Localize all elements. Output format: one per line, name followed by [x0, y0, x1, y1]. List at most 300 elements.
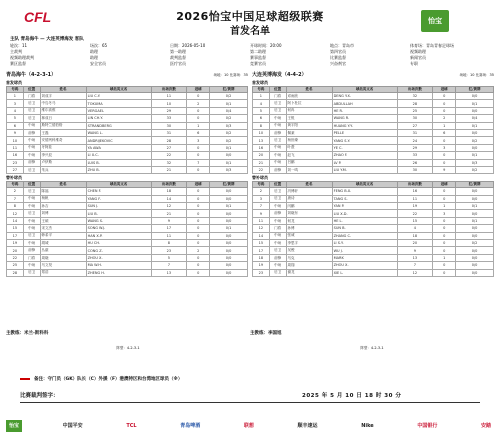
- table-cell: 6: [7, 122, 24, 129]
- table-cell: 闫鹏: [286, 203, 332, 210]
- table-cell: 0/2: [210, 137, 248, 144]
- table-cell: 后卫: [23, 232, 40, 239]
- page-title: 2026怡宝中国足球超级联赛: [176, 10, 324, 23]
- table-row: [253, 93, 494, 100]
- table-cell: 后卫: [23, 107, 40, 114]
- table-cell: 后卫: [23, 188, 40, 195]
- table-cell: 26: [397, 159, 433, 166]
- match-info-cell: 兴奋剂官: [330, 61, 346, 66]
- table-cell: 0/0: [210, 254, 248, 261]
- table-cell: 32: [397, 93, 433, 100]
- table-cell: 14: [151, 195, 187, 202]
- table-cell: 0: [187, 240, 210, 247]
- table-cell: 马克: [286, 254, 332, 261]
- match-info-cell: 第二助理: [250, 49, 266, 54]
- sponsor-badge: 怡宝: [421, 10, 449, 32]
- table-cell: 中场: [23, 195, 40, 202]
- table-cell: 0: [433, 247, 456, 254]
- page-subtitle: 首发名单: [230, 26, 270, 37]
- table-cell: 14: [7, 217, 24, 224]
- column-header: 红/黄牌: [456, 182, 494, 188]
- table-cell: 8: [7, 203, 24, 210]
- table-cell: SUN J.: [86, 203, 151, 210]
- table-cell: 10: [7, 137, 24, 144]
- table-cell: 17: [151, 225, 187, 232]
- table-cell: 后卫: [269, 247, 286, 254]
- table-cell: 周晓: [40, 254, 86, 261]
- sponsor-logo: Nike: [361, 423, 374, 429]
- table-cell: 25: [7, 262, 24, 269]
- table-row: [7, 107, 248, 114]
- table-cell: 4: [397, 225, 433, 232]
- table-cell: 维尔高维: [40, 107, 86, 114]
- match-info-cell: 专职: [410, 61, 418, 66]
- table-cell: 牙阿娃: [40, 144, 86, 151]
- table-cell: 周翔: [286, 262, 332, 269]
- table-cell: 16: [7, 152, 24, 159]
- table-cell: WU J.: [332, 247, 397, 254]
- column-header: 姓名: [286, 87, 332, 93]
- table-cell: 赵飞: [286, 152, 332, 159]
- table-cell: 27: [151, 144, 187, 151]
- table-row: [253, 262, 494, 269]
- table-cell: LIN CH.Y.: [86, 115, 151, 122]
- table-cell: LIU Y.M.: [332, 166, 397, 173]
- table-cell: 0/1: [210, 159, 248, 166]
- table-cell: 吴俊: [286, 247, 332, 254]
- table-cell: 0/0: [456, 232, 494, 239]
- table-row: [253, 240, 494, 247]
- table-cell: 7: [151, 262, 187, 269]
- table-row: [7, 144, 248, 151]
- table-cell: 0: [433, 159, 456, 166]
- table-cell: ZHOU X.: [332, 262, 397, 269]
- table-cell: 马文昊: [40, 262, 86, 269]
- table-cell: 0: [187, 115, 210, 122]
- table-cell: 1: [7, 93, 24, 100]
- table-cell: WANG R.: [332, 115, 397, 122]
- table-row: [7, 137, 248, 144]
- table-cell: 0/2: [456, 137, 494, 144]
- table-row: [253, 254, 494, 261]
- table-cell: ZHENG H.: [86, 269, 151, 276]
- column-header: 球员英文名: [86, 87, 151, 93]
- table-cell: PELLE: [332, 129, 397, 136]
- header: [0, 0, 500, 36]
- formations: [6, 346, 494, 351]
- sponsor-logo: 顺丰速运: [297, 423, 318, 429]
- table-cell: 1: [433, 122, 456, 129]
- table-cell: 卢伊斯: [40, 159, 86, 166]
- home-formation: 阵型：4-2-3-1: [116, 346, 140, 350]
- table-cell: TOKUMA: [86, 100, 151, 107]
- table-cell: 30: [397, 115, 433, 122]
- table-cell: 8: [151, 240, 187, 247]
- table-cell: 0/0: [456, 107, 494, 114]
- table-cell: 24: [397, 137, 433, 144]
- table-cell: 0/0: [456, 225, 494, 232]
- table-cell: 0: [433, 262, 456, 269]
- table-row: [7, 269, 248, 276]
- table-row: [7, 166, 248, 173]
- table-cell: 0/2: [210, 93, 248, 100]
- table-cell: 林成日: [40, 115, 86, 122]
- table-cell: MA W.H.: [86, 262, 151, 269]
- table-cell: 0/0: [456, 247, 494, 254]
- column-header: 红/黄牌: [210, 182, 248, 188]
- table-row: [7, 240, 248, 247]
- table-cell: 29: [151, 107, 187, 114]
- table-cell: 0/0: [456, 210, 494, 217]
- table-cell: 后卫: [269, 107, 286, 114]
- column-header: 姓名: [40, 87, 86, 93]
- table-cell: 12: [7, 210, 24, 217]
- table-row: [253, 217, 494, 224]
- table-row: [253, 129, 494, 136]
- table-cell: 1: [433, 254, 456, 261]
- table-cell: 3: [433, 210, 456, 217]
- table-row: [7, 122, 248, 129]
- match-info-cell: 视频助理裁判: [10, 55, 34, 60]
- table-row: [253, 107, 494, 114]
- table-cell: 28: [151, 137, 187, 144]
- table-cell: 后卫: [269, 188, 286, 195]
- table-cell: 0/4: [456, 115, 494, 122]
- datestamp: 2025 年 5 月 10 日 18 时 30 分: [302, 393, 402, 399]
- table-cell: 0: [187, 166, 210, 173]
- match-info-cell: 裁判监督: [170, 55, 186, 60]
- match-info-cell: 第一助理: [170, 49, 186, 54]
- table-cell: 0/1: [210, 203, 248, 210]
- table-cell: 0/1: [456, 152, 494, 159]
- table-cell: HUANG Y.Y.: [332, 122, 397, 129]
- table-row: [253, 166, 494, 173]
- table-cell: 0/0: [210, 262, 248, 269]
- table-row: [253, 144, 494, 151]
- table-cell: 中场: [23, 262, 40, 269]
- away-subs-table: [252, 181, 494, 277]
- table-cell: ABDULLAH: [332, 100, 397, 107]
- table-cell: 11: [151, 232, 187, 239]
- table-cell: 12: [397, 269, 433, 276]
- table-cell: ZHAO F.: [332, 152, 397, 159]
- table-cell: 33: [397, 152, 433, 159]
- table-row: [253, 247, 494, 254]
- table-row: [7, 262, 248, 269]
- match-info-cell: 赛区监督: [10, 61, 26, 66]
- match-info-cell: 体育场：青岛青春足球场: [410, 43, 454, 48]
- table-cell: 后卫: [23, 269, 40, 276]
- table-cell: 前锋: [23, 247, 40, 254]
- table-cell: CHEN F.: [86, 188, 151, 195]
- away-coach: 主教练：李国旭: [250, 331, 282, 336]
- table-cell: WANG S.: [86, 217, 151, 224]
- table-row: [7, 115, 248, 122]
- table-cell: 9: [151, 217, 187, 224]
- table-cell: 27: [397, 122, 433, 129]
- table-cell: 32: [151, 159, 187, 166]
- column-header: 进球: [433, 182, 456, 188]
- away-subs-label: 替补球员: [252, 175, 268, 181]
- table-cell: 0: [433, 269, 456, 276]
- match-info-cell: 第四官员: [330, 49, 346, 54]
- column-header: 球员英文名: [332, 182, 397, 188]
- table-cell: 17: [7, 232, 24, 239]
- column-header: 球员英文名: [86, 182, 151, 188]
- table-cell: 0: [187, 269, 210, 276]
- column-header: 号码: [7, 87, 24, 93]
- table-cell: 0/3: [210, 122, 248, 129]
- match-info-cell: 轮次：11: [10, 43, 28, 48]
- table-cell: DENG Y.X.: [332, 93, 397, 100]
- column-header: 进球: [187, 87, 210, 93]
- table-cell: 0/0: [456, 269, 494, 276]
- table-cell: 中场: [269, 232, 286, 239]
- referee-signature-label: 比赛裁判签字：: [20, 393, 59, 399]
- coaches: [6, 330, 494, 338]
- table-cell: STRANDBERG: [86, 122, 151, 129]
- table-cell: 0/0: [456, 195, 494, 202]
- table-cell: 后卫: [269, 100, 286, 107]
- table-cell: 18: [253, 254, 270, 261]
- table-cell: 0/0: [210, 195, 248, 202]
- sponsor-logo: 联想: [243, 423, 254, 429]
- table-cell: 12: [151, 203, 187, 210]
- table-cell: 11: [397, 195, 433, 202]
- table-cell: 0/1: [456, 100, 494, 107]
- table-cell: 王锐: [286, 115, 332, 122]
- table-cell: VERGAEL: [86, 107, 151, 114]
- table-cell: 0: [433, 152, 456, 159]
- table-cell: 门将: [269, 93, 286, 100]
- table-cell: 0: [433, 217, 456, 224]
- table-cell: 4: [7, 107, 24, 114]
- table-row: [253, 159, 494, 166]
- table-cell: 23: [151, 247, 187, 254]
- home-subs-table: [6, 181, 248, 277]
- table-cell: 15: [7, 225, 24, 232]
- table-row: [7, 210, 248, 217]
- table-cell: 25: [397, 107, 433, 114]
- column-header: 位置: [269, 87, 286, 93]
- table-cell: 0/0: [456, 188, 494, 195]
- table-cell: 3: [433, 144, 456, 151]
- table-cell: 王硕: [40, 217, 86, 224]
- table-cell: 21: [151, 210, 187, 217]
- table-cell: 2: [187, 247, 210, 254]
- table-cell: ANDRIJEKOVIC: [86, 137, 151, 144]
- table-cell: CONG Z.: [86, 247, 151, 254]
- divider: [20, 402, 480, 403]
- column-header: 号码: [7, 182, 24, 188]
- table-cell: 0/0: [210, 240, 248, 247]
- table-cell: 0/0: [210, 188, 248, 195]
- column-header: 位置: [269, 182, 286, 188]
- table-cell: 3: [187, 137, 210, 144]
- table-row: [253, 152, 494, 159]
- table-cell: 0: [433, 232, 456, 239]
- table-cell: 门将: [269, 225, 286, 232]
- table-cell: 0/0: [210, 210, 248, 217]
- table-cell: 杨帆: [40, 195, 86, 202]
- table-cell: 刘成宇: [40, 93, 86, 100]
- table-cell: 孙吉: [40, 203, 86, 210]
- table-cell: 后卫: [269, 269, 286, 276]
- table-cell: 13: [397, 254, 433, 261]
- table-row: [7, 232, 248, 239]
- match-info-cell: 比赛监督: [330, 55, 346, 60]
- table-cell: SONG W.J.: [86, 225, 151, 232]
- table-cell: 后卫: [23, 100, 40, 107]
- table-row: [7, 203, 248, 210]
- table-cell: 0: [433, 93, 456, 100]
- table-cell: 中场: [23, 217, 40, 224]
- table-cell: YANG F.: [86, 195, 151, 202]
- table-cell: 31: [397, 129, 433, 136]
- table-cell: 前锋: [269, 166, 286, 173]
- sponsor-logo: 中国平安: [62, 423, 83, 429]
- table-cell: 0: [187, 203, 210, 210]
- table-cell: 0/0: [210, 217, 248, 224]
- table-cell: WANG L.: [86, 129, 151, 136]
- table-cell: SUN B.: [332, 225, 397, 232]
- match-info-cell: 地点：青岛市: [330, 43, 354, 48]
- table-cell: 0: [187, 210, 210, 217]
- table-cell: 前锋: [269, 129, 286, 136]
- table-cell: 30: [151, 122, 187, 129]
- match-info-cell: 场次：65: [90, 43, 108, 48]
- table-row: [253, 188, 494, 195]
- table-cell: 15: [253, 240, 270, 247]
- table-cell: 杨世缘: [286, 137, 332, 144]
- table-cell: 中场: [23, 152, 40, 159]
- table-cell: 0/2: [456, 166, 494, 173]
- table-cell: 0: [187, 152, 210, 159]
- table-cell: ZHANG C.: [332, 232, 397, 239]
- table-cell: 中场: [269, 240, 286, 247]
- table-cell: HE R.: [332, 107, 397, 114]
- table-cell: 斯特兰德伯格: [40, 122, 86, 129]
- table-cell: LV P.: [332, 159, 397, 166]
- match-info-cell: 赛事监督: [250, 55, 266, 60]
- table-cell: 丛湛: [40, 247, 86, 254]
- table-cell: YAN P.: [332, 203, 397, 210]
- match-info-cell: 视频助理: [410, 49, 426, 54]
- table-row: [7, 129, 248, 136]
- table-cell: 0/0: [456, 93, 494, 100]
- table-cell: 中场: [269, 122, 286, 129]
- table-cell: 9: [7, 129, 24, 136]
- match-info-cell: 开球时间：20:00: [250, 43, 282, 48]
- table-cell: 中场: [269, 217, 286, 224]
- table-cell: 0/0: [456, 144, 494, 151]
- table-cell: 1: [433, 203, 456, 210]
- table-row: [7, 93, 248, 100]
- table-cell: 后卫: [269, 195, 286, 202]
- table-cell: 3: [7, 100, 24, 107]
- table-row: [7, 195, 248, 202]
- table-cell: 13: [151, 269, 187, 276]
- column-header: 出场次数: [397, 87, 433, 93]
- table-row: [253, 225, 494, 232]
- table-cell: 4: [253, 100, 270, 107]
- table-cell: 门将: [23, 93, 40, 100]
- table-cell: 0/1: [210, 144, 248, 151]
- match-info-cell: 竞赛官员: [250, 61, 266, 66]
- table-cell: 0: [187, 232, 210, 239]
- table-cell: 2: [7, 188, 24, 195]
- table-cell: 李兴辰: [40, 152, 86, 159]
- table-cell: 门将: [23, 254, 40, 261]
- table-cell: 中场: [23, 240, 40, 247]
- table-cell: 0/0: [210, 247, 248, 254]
- column-header: 号码: [253, 87, 270, 93]
- table-cell: 0: [433, 100, 456, 107]
- table-cell: 阿卜杜拉: [286, 100, 332, 107]
- table-cell: YA AWA: [86, 144, 151, 151]
- away-formation: 阵型：4-2-3-1: [360, 346, 384, 350]
- table-cell: 0: [187, 225, 210, 232]
- table-cell: 5: [253, 107, 270, 114]
- table-cell: 0/2: [210, 129, 248, 136]
- table-cell: 李思宇: [286, 240, 332, 247]
- lineups: [6, 72, 494, 330]
- table-cell: 何冉: [286, 107, 332, 114]
- table-cell: 27: [7, 166, 24, 173]
- table-cell: 0: [433, 225, 456, 232]
- table-cell: 0: [187, 262, 210, 269]
- table-cell: MARK: [332, 254, 397, 261]
- table-cell: 0: [187, 195, 210, 202]
- table-cell: 前锋: [269, 254, 286, 261]
- table-cell: LIU X.D.: [332, 210, 397, 217]
- table-cell: 后卫: [269, 137, 286, 144]
- table-cell: 2: [187, 100, 210, 107]
- table-cell: 1: [187, 122, 210, 129]
- table-cell: 0/3: [456, 159, 494, 166]
- table-cell: 0: [433, 137, 456, 144]
- match-teams-title: 主队 青岛海牛 — 大连英博海发 客队: [10, 37, 84, 42]
- table-cell: 王磊: [40, 129, 86, 136]
- table-cell: 11: [7, 144, 24, 151]
- table-cell: 0/0: [456, 254, 494, 261]
- table-cell: 18: [397, 232, 433, 239]
- table-cell: 22: [397, 210, 433, 217]
- table-row: [253, 203, 494, 210]
- table-cell: 0: [187, 188, 210, 195]
- table-cell: 0/1: [456, 203, 494, 210]
- table-row: [253, 137, 494, 144]
- column-header: 出场次数: [397, 182, 433, 188]
- table-cell: 3: [253, 195, 270, 202]
- table-row: [7, 254, 248, 261]
- table-row: [253, 269, 494, 276]
- table-cell: 中场: [23, 137, 40, 144]
- home-lineup: [6, 72, 248, 277]
- table-cell: 何龙: [286, 217, 332, 224]
- table-cell: HU CH.: [86, 240, 151, 247]
- match-info: [10, 37, 490, 67]
- table-cell: 0: [187, 107, 210, 114]
- table-cell: 19: [7, 240, 24, 247]
- table-cell: 前锋: [23, 129, 40, 136]
- table-cell: 前锋: [23, 159, 40, 166]
- table-cell: 朱兵: [40, 166, 86, 173]
- table-cell: 0/1: [210, 225, 248, 232]
- table-row: [253, 100, 494, 107]
- table-cell: 0: [187, 254, 210, 261]
- table-row: [253, 122, 494, 129]
